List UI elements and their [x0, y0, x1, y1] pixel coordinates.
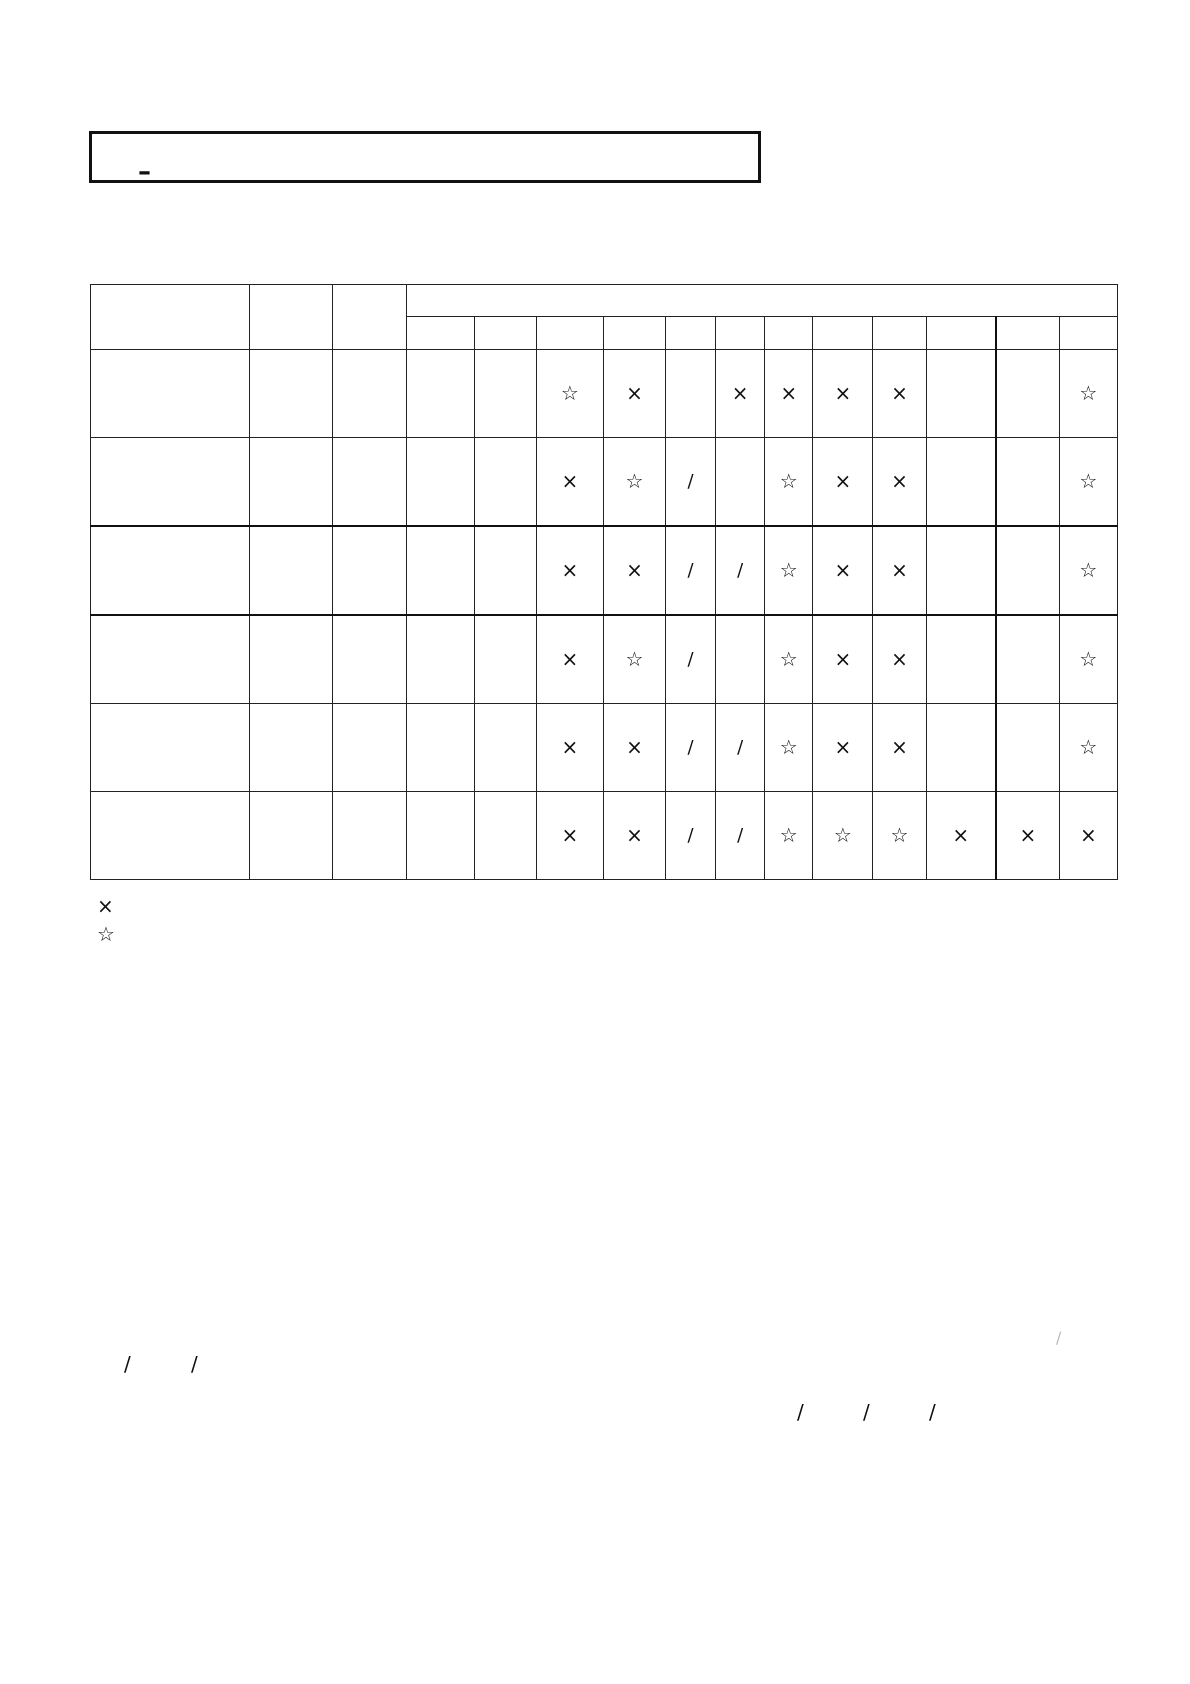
cell-mark: /: [737, 560, 744, 581]
table-cell: [333, 526, 406, 615]
table-cell: [333, 438, 406, 527]
subheader-cell: [873, 317, 926, 350]
table-cell: [406, 526, 474, 615]
cell-mark: ×: [626, 735, 643, 759]
cell-mark: ×: [780, 381, 798, 405]
table-cell: [716, 704, 765, 792]
table-cell: [91, 526, 250, 615]
table-row: [91, 615, 1118, 704]
table-cell: [536, 350, 603, 438]
table-cell: [536, 438, 603, 527]
cell-mark: ×: [561, 647, 579, 671]
table-cell: [603, 704, 665, 792]
table-cell: [765, 615, 813, 704]
footer-slash: /: [124, 1352, 131, 1376]
table-cell: [873, 350, 926, 438]
table-cell: [926, 792, 996, 880]
cell-mark: /: [737, 737, 744, 758]
header-cell: [333, 285, 406, 350]
table-cell: [666, 526, 716, 615]
cell-mark: ×: [1079, 823, 1097, 847]
subheader-cell: [765, 317, 813, 350]
table-row: [91, 792, 1118, 880]
table-cell: [716, 350, 765, 438]
footer-slash: /: [191, 1352, 198, 1376]
table-cell: [536, 526, 603, 615]
table-cell: [813, 792, 873, 880]
cell-mark: ×: [891, 469, 908, 493]
table-cell: [813, 615, 873, 704]
table-cell: [250, 526, 333, 615]
table-cell: [666, 792, 716, 880]
cell-mark: ☆: [625, 647, 644, 671]
subheader-cell: [996, 317, 1059, 350]
table-cell: [996, 438, 1059, 527]
table-row: [91, 526, 1118, 615]
table-cell: [1059, 792, 1117, 880]
table-cell: [926, 350, 996, 438]
table-cell: [765, 350, 813, 438]
table-cell: [873, 438, 926, 527]
table-cell: [765, 704, 813, 792]
cell-mark: ×: [1019, 823, 1037, 847]
subheader-cell: [603, 317, 665, 350]
table-cell: [765, 792, 813, 880]
title-box: [89, 131, 761, 187]
table-cell: [474, 792, 536, 880]
table-cell: [250, 704, 333, 792]
cell-mark: ☆: [833, 823, 852, 847]
subheader-cell: [926, 317, 996, 350]
table-cell: [603, 526, 665, 615]
table-cell: [996, 615, 1059, 704]
cell-mark: ×: [834, 381, 852, 405]
subheader-cell: [474, 317, 536, 350]
table-cell: [474, 615, 536, 704]
cell-mark: ☆: [779, 469, 798, 493]
table-cell: [813, 350, 873, 438]
table-cell: [813, 526, 873, 615]
cell-mark: ☆: [779, 823, 798, 847]
cell-mark: /: [737, 825, 744, 846]
subheader-cell: [406, 317, 474, 350]
subheader-cell: [813, 317, 873, 350]
table-cell: [1059, 350, 1117, 438]
cell-mark: ×: [891, 647, 908, 671]
table-cell: [250, 792, 333, 880]
table-cell: [250, 350, 333, 438]
subheader-cell: [1059, 317, 1117, 350]
table-cell: [250, 438, 333, 527]
cell-mark: /: [687, 560, 694, 581]
cell-mark: ×: [626, 381, 643, 405]
subheader-cell: [716, 317, 765, 350]
table-cell: [873, 526, 926, 615]
table-cell: [406, 350, 474, 438]
header-row-top: [91, 285, 1118, 317]
table-cell: [873, 615, 926, 704]
table-cell: [716, 792, 765, 880]
cell-mark: ☆: [560, 381, 579, 405]
table-cell: [91, 704, 250, 792]
table-cell: [873, 704, 926, 792]
table-cell: [926, 438, 996, 527]
title-mark: –: [138, 157, 151, 187]
table-cell: [873, 792, 926, 880]
header-cell: [91, 285, 250, 350]
footer-slash: /: [797, 1400, 804, 1424]
cell-mark: ×: [626, 823, 643, 847]
table-cell: [603, 615, 665, 704]
table-cell: [474, 438, 536, 527]
table-cell: [333, 704, 406, 792]
cell-mark: ×: [834, 558, 852, 582]
table-cell: [250, 615, 333, 704]
cell-mark: ×: [891, 735, 908, 759]
header-group-cell: [406, 285, 1117, 317]
cell-mark: ☆: [779, 647, 798, 671]
table-cell: [666, 704, 716, 792]
subheader-cell: [666, 317, 716, 350]
table-cell: [91, 615, 250, 704]
table-cell: [603, 350, 665, 438]
cell-mark: ×: [561, 735, 579, 759]
cell-mark: ☆: [890, 823, 909, 847]
cell-mark: ×: [561, 558, 579, 582]
table-cell: [91, 792, 250, 880]
cell-mark: ×: [834, 647, 852, 671]
cell-mark: ×: [834, 469, 852, 493]
subheader-cell: [536, 317, 603, 350]
cell-mark: ☆: [1079, 381, 1098, 405]
table-cell: [406, 792, 474, 880]
table-cell: [765, 438, 813, 527]
table-cell: [91, 438, 250, 527]
table-cell: [926, 704, 996, 792]
table-cell: [926, 526, 996, 615]
table-cell: [996, 792, 1059, 880]
table-cell: [1059, 438, 1117, 527]
table-cell: [1059, 704, 1117, 792]
cell-mark: /: [687, 737, 694, 758]
table-row: [91, 438, 1118, 527]
table-cell: [996, 704, 1059, 792]
table-cell: [406, 438, 474, 527]
cell-mark: /: [687, 649, 694, 670]
table-cell: [1059, 526, 1117, 615]
cell-mark: ☆: [1079, 647, 1098, 671]
cell-mark: ×: [731, 381, 749, 405]
legend-cross-icon: ×: [97, 894, 114, 918]
table-cell: [536, 704, 603, 792]
cell-mark: /: [687, 825, 694, 846]
table-cell: [1059, 615, 1117, 704]
table-cell: [813, 438, 873, 527]
table-cell: [333, 350, 406, 438]
cell-mark: /: [687, 471, 694, 492]
cell-mark: ×: [952, 823, 970, 847]
cell-mark: ☆: [1079, 558, 1098, 582]
cell-mark: ×: [561, 823, 579, 847]
table-cell: [333, 792, 406, 880]
table-cell: [765, 526, 813, 615]
table-cell: [716, 615, 765, 704]
table-cell: [474, 350, 536, 438]
cell-mark: ☆: [625, 469, 644, 493]
table-cell: [603, 792, 665, 880]
table-cell: [926, 615, 996, 704]
table-row: [91, 704, 1118, 792]
table-cell: [474, 704, 536, 792]
footer-slash: /: [863, 1400, 870, 1424]
header-cell: [250, 285, 333, 350]
legend-star-icon: ☆: [97, 922, 115, 946]
table-cell: [406, 704, 474, 792]
table-row: [91, 350, 1118, 438]
cell-mark: ×: [626, 558, 643, 582]
symbol-matrix-table: [90, 284, 1118, 880]
cell-mark: ×: [561, 469, 579, 493]
table-cell: [474, 526, 536, 615]
table-cell: [333, 615, 406, 704]
table-cell: [716, 438, 765, 527]
table-cell: [91, 350, 250, 438]
table-cell: [406, 615, 474, 704]
table-cell: [603, 438, 665, 527]
cell-mark: ☆: [779, 735, 798, 759]
footer-slash: /: [929, 1400, 936, 1424]
footer-slash: /: [1056, 1328, 1062, 1347]
table-cell: [996, 526, 1059, 615]
cell-mark: ×: [834, 735, 852, 759]
table-cell: [666, 350, 716, 438]
table-cell: [996, 350, 1059, 438]
table-cell: [666, 438, 716, 527]
cell-mark: ☆: [779, 558, 798, 582]
table-cell: [536, 792, 603, 880]
table-cell: [666, 615, 716, 704]
cell-mark: ☆: [1079, 735, 1098, 759]
cell-mark: ×: [891, 381, 908, 405]
cell-mark: ☆: [1079, 469, 1098, 493]
table-cell: [536, 615, 603, 704]
table-cell: [813, 704, 873, 792]
table-cell: [716, 526, 765, 615]
cell-mark: ×: [891, 558, 908, 582]
